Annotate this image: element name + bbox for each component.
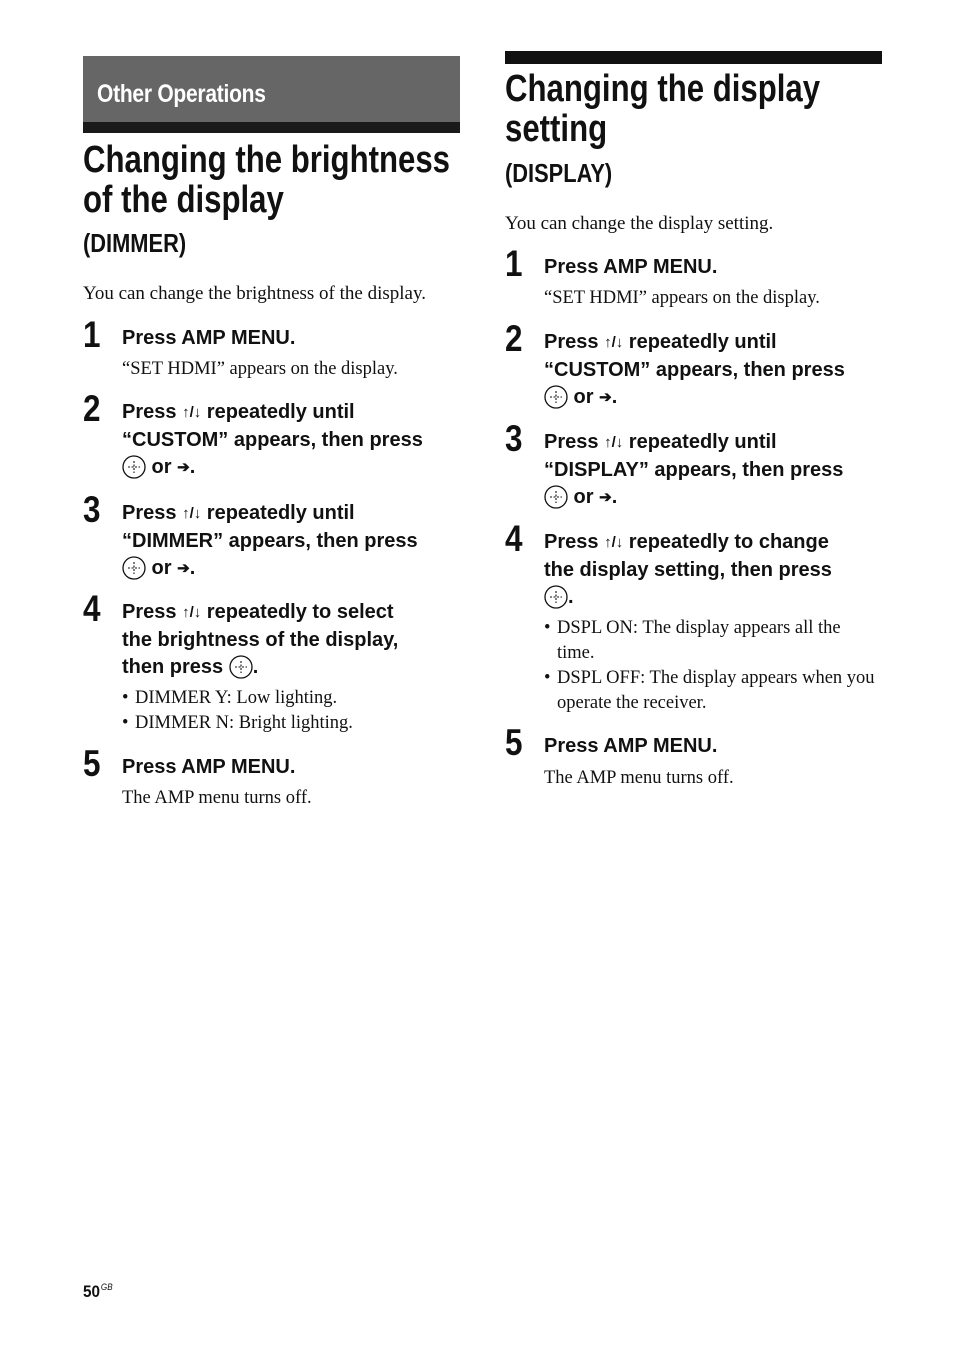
step-title: Press AMP MENU.: [544, 256, 718, 278]
step-number: 4: [505, 518, 523, 559]
step-title: Press ↑/↓ repeatedly to select the brightness of the display, then press .: [122, 601, 399, 678]
heading-line-2: setting: [505, 108, 608, 150]
heading-rule: [505, 51, 882, 64]
step-number: 3: [505, 418, 523, 459]
step-title: Press ↑/↓ repeatedly until “DISPLAY” appears, then press or ➔.: [544, 429, 889, 512]
up-down-arrow-icon: ↑/↓: [182, 604, 202, 621]
list-item: • DIMMER Y: Low lighting.: [122, 686, 460, 711]
step-title: Press ↑/↓ repeatedly until “CUSTOM” appears, then press or ➔.: [122, 399, 467, 482]
right-arrow-icon: ➔: [177, 459, 190, 476]
enter-button-icon: [544, 385, 568, 409]
step-title: Press ↑/↓ repeatedly until “DIMMER” appears, then press or ➔.: [122, 500, 467, 583]
up-down-arrow-icon: ↑/↓: [604, 534, 624, 551]
up-down-arrow-icon: ↑/↓: [182, 505, 202, 522]
list-item: • DSPL ON: The display appears all the time.: [544, 616, 882, 666]
right-arrow-icon: ➔: [177, 560, 190, 577]
region-code: GB: [100, 1282, 113, 1292]
bullet-list: [544, 616, 882, 716]
enter-button-icon: [229, 655, 253, 679]
step-title: Press AMP MENU.: [544, 735, 718, 757]
step-note: “SET HDMI” appears on the display.: [544, 288, 820, 308]
step-number: 4: [83, 588, 101, 629]
step-note: The AMP menu turns off.: [122, 788, 312, 808]
list-item: • DIMMER N: Bright lighting.: [122, 711, 460, 736]
enter-button-icon: [544, 485, 568, 509]
enter-button-icon: [122, 556, 146, 580]
bullet-list: [122, 686, 460, 736]
step-number: 5: [83, 743, 101, 784]
step-title: Press ↑/↓ repeatedly until “CUSTOM” appears, then press or ➔.: [544, 329, 889, 412]
up-down-arrow-icon: ↑/↓: [604, 334, 624, 351]
enter-button-icon: [122, 455, 146, 479]
step-number: 1: [83, 314, 101, 355]
right-arrow-icon: ➔: [599, 389, 612, 406]
step-number: 5: [505, 722, 523, 763]
step-number: 3: [83, 489, 101, 530]
right-arrow-icon: ➔: [599, 489, 612, 506]
step-title: Press AMP MENU.: [122, 756, 296, 778]
intro-text: You can change the display setting.: [505, 213, 774, 234]
page-number: $50^{GB}$: [83, 1282, 113, 1301]
list-item: • DSPL OFF: The display appears when you operate the receiver.: [544, 666, 882, 716]
enter-button-icon: [544, 585, 568, 609]
step-title: Press AMP MENU.: [122, 327, 296, 349]
heading-subtitle: (DIMMER): [83, 228, 187, 258]
step-number: 2: [83, 388, 101, 429]
step-note: “SET HDMI” appears on the display.: [122, 359, 398, 379]
up-down-arrow-icon: ↑/↓: [604, 434, 624, 451]
heading-line-2: of the display: [83, 179, 284, 221]
step-note: The AMP menu turns off.: [544, 768, 734, 788]
up-down-arrow-icon: ↑/↓: [182, 404, 202, 421]
step-title: Press ↑/↓ repeatedly to change the display setting, then press .: [544, 531, 832, 608]
heading-subtitle: (DISPLAY): [505, 158, 613, 188]
step-number: 1: [505, 243, 523, 284]
section-banner-underline: [83, 122, 460, 133]
step-number: 2: [505, 318, 523, 359]
heading-line-1: Changing the brightness: [83, 139, 451, 181]
section-label: Other Operations: [97, 80, 266, 108]
intro-text: You can change the brightness of the display.: [83, 283, 426, 304]
heading-line-1: Changing the display: [505, 68, 821, 110]
